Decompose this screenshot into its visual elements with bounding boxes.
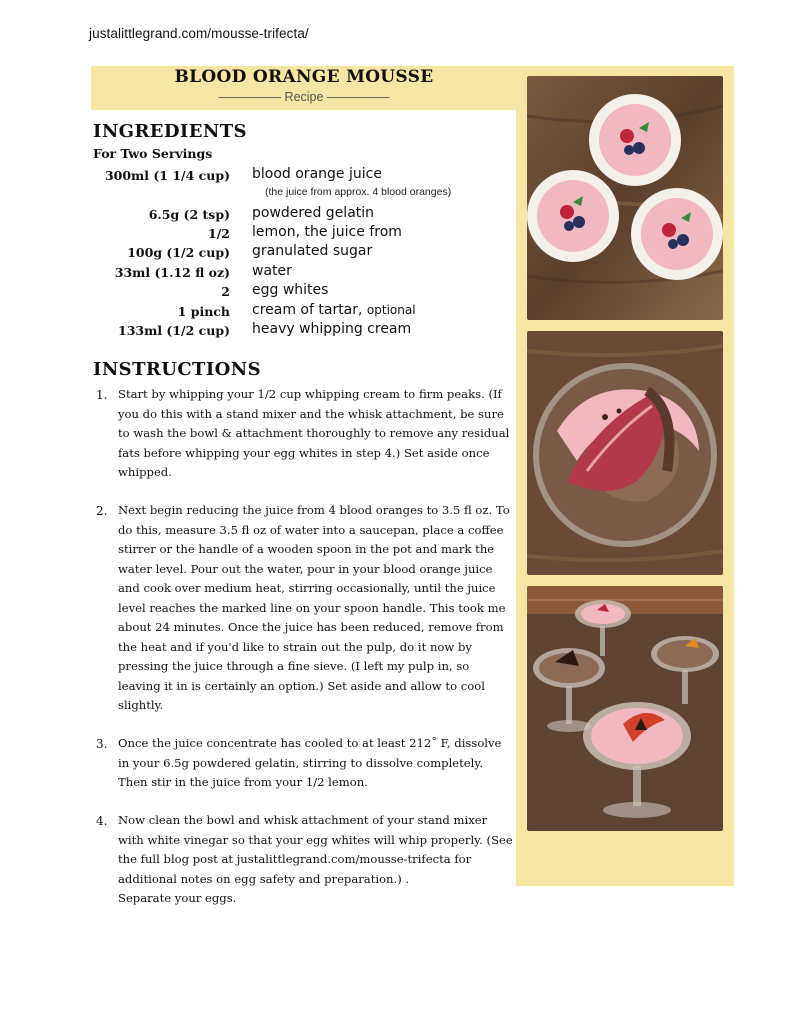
ingredient-name: granulated sugar bbox=[252, 243, 373, 259]
ingredient-name: heavy whipping cream bbox=[252, 321, 412, 337]
ingredient-qty: 2 bbox=[221, 284, 230, 299]
servings-label: For Two Servings bbox=[93, 146, 213, 161]
ingredient-name: powdered gelatin bbox=[252, 205, 375, 221]
ingredient-qty: 133ml (1/2 cup) bbox=[118, 323, 230, 338]
recipe-title: BLOOD ORANGE MOUSSE bbox=[174, 67, 434, 87]
ingredient-name: egg whites bbox=[252, 282, 329, 298]
source-url: justalittlegrand.com/mousse-trifecta/ bbox=[89, 26, 309, 41]
photo-glass-mousse bbox=[527, 331, 723, 575]
ingredient-name bbox=[252, 302, 416, 318]
step-text: Once the juice concentrate has cooled to at least 212˚ F, dissolve in your 6.5g powdered gelatin, stirring to dissolve completely. Then stir in the juice from your 1/2 lemon. bbox=[118, 736, 502, 789]
photo-three-bowls bbox=[527, 76, 723, 320]
ingredient-qty: 33ml (1.12 fl oz) bbox=[114, 265, 230, 280]
ingredient-name: lemon, the juice from bbox=[252, 224, 402, 240]
step-text: Next begin reducing the juice from 4 blood oranges to 3.5 fl oz. To do this, measure 3.5 fl oz of water into a saucepan, place a coffee stirrer or the handle of a wooden spoon in the pot and mark the water level. Pour out the water, pour in your blood orange juice and cook over medium heat, stirring occasionally, until the juice level reaches the marked line on your spoon handle. This took me about 24 minutes. Once the juice has been reduced, remove from the heat and if you'd like to strain out the pulp, do it now by pressing the juice through a fine sieve. (I left my pulp in, so leaving it in is certainly an option.) Set aside and allow to cool slightly. bbox=[118, 503, 510, 712]
instructions-heading: INSTRUCTIONS bbox=[93, 359, 261, 380]
ingredient-qty: 100g (1/2 cup) bbox=[127, 245, 230, 260]
photo-mousse-trifecta bbox=[527, 586, 723, 831]
ingredient-optional-note: optional bbox=[366, 303, 416, 317]
juice-note: (the juice from approx. 4 blood oranges) bbox=[265, 186, 452, 198]
ingredient-qty: 1 pinch bbox=[177, 304, 230, 319]
ingredient-name-text: cream of tartar, bbox=[252, 302, 367, 318]
step-number: 2. bbox=[96, 504, 108, 518]
ingredient-qty: 1/2 bbox=[208, 226, 230, 241]
step-number: 1. bbox=[96, 388, 108, 402]
step-text: Start by whipping your 1/2 cup whipping cream to firm peaks. (If you do this with a stand mixer and the whisk attachment, be sure to wash the bowl & attachment thoroughly to remove any residual fats before whipping your egg whites in step 4.) Set aside once whipped. bbox=[118, 387, 510, 479]
ingredient-name: water bbox=[252, 263, 292, 279]
ingredients-heading: INGREDIENTS bbox=[93, 121, 247, 142]
step-text: Now clean the bowl and whisk attachment of your stand mixer with white vinegar so that your egg whites will whip properly. (See the full blog post at justalittlegrand.com/mousse-trifecta for additional notes on egg safety and preparation.) . Separate your eggs. bbox=[118, 813, 513, 905]
step-number: 4. bbox=[96, 814, 108, 828]
step-number: 3. bbox=[96, 737, 108, 751]
ingredient-qty: 300ml (1 1/4 cup) bbox=[104, 168, 230, 183]
ingredient-qty: 6.5g (2 tsp) bbox=[148, 207, 230, 222]
recipe-subtitle: ————— Recipe ————— bbox=[218, 90, 390, 104]
ingredient-name: blood orange juice bbox=[252, 166, 382, 182]
